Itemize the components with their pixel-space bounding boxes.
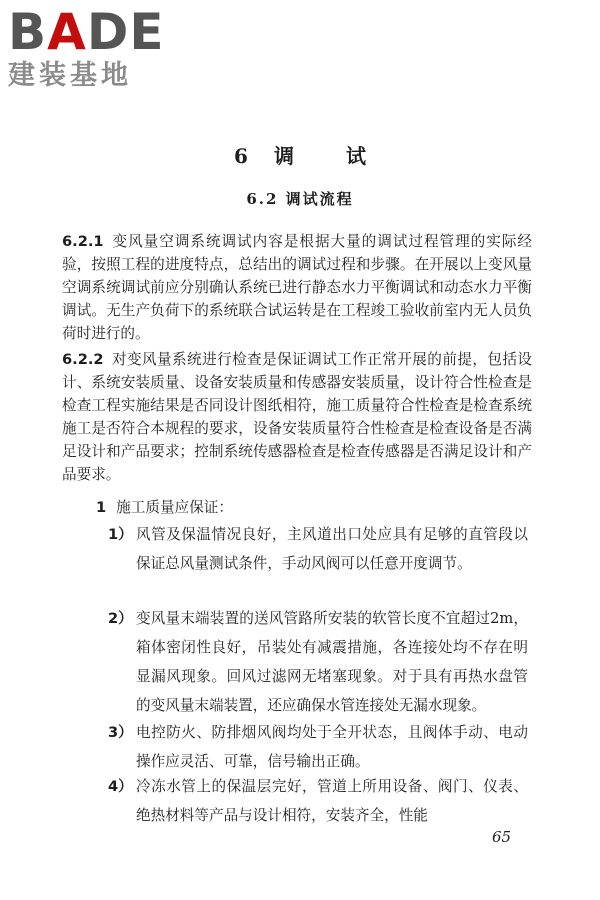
item-text: 冷冻水管上的保温层完好，管道上所用设备、阀门、仪表、绝热材料等产品与设计相符，安装齐全，性能 xyxy=(136,778,528,824)
page-number: 65 xyxy=(492,828,512,846)
clause-6-2-2 xyxy=(62,348,532,486)
clause-number: 6.2.1 xyxy=(62,233,104,250)
item-marker: 4） xyxy=(108,778,133,795)
list-item-2 xyxy=(108,604,528,720)
clause-text: 变风量空调系统调试内容是根据大量的调试过程管理的实际经验，按照工程的进度特点，总结出的调试过程和步骤。在开展以上变风量空调系统调试前应分别确认系统已进行静态水力平衡调试和动态水力平衡调试。无生产负荷下的系统联合试运转是在工程竣工验收前室内无人员负荷时进行的。 xyxy=(62,233,532,342)
chapter-title-part2: 试 xyxy=(345,144,366,168)
list-item-4 xyxy=(108,772,528,830)
chapter-title-part1: 调 xyxy=(273,144,294,168)
item-text: 电控防火、防排烟风阀均处于全开状态，且阀体手动、电动操作应灵活、可靠，信号输出正确。 xyxy=(136,724,528,770)
chapter-number: 6 xyxy=(234,144,248,168)
list-item-3 xyxy=(108,718,528,776)
bade-logo xyxy=(8,3,178,92)
subsection-text: 施工质量应保证： xyxy=(116,499,233,516)
logo-accent-letter: A xyxy=(47,3,87,61)
item-text: 风管及保温情况良好，主风道出口处应具有足够的直管段以保证总风量测试条件，手动风阀可以任意开度调节。 xyxy=(136,526,528,572)
logo-wordmark: BADE xyxy=(8,3,165,61)
list-item-1 xyxy=(108,520,528,578)
clause-text: 对变风量系统进行检查是保证调试工作正常开展的前提，包括设计、系统安装质量、设备安装质量和传感器安装质量，设计符合性检查是检查工程实施结果是否同设计图纸相符，施工质量符合性检查是检查系统施工是否符合本规程的要求，设备安装质量符合性检查是检查设备是否满足设计和产品要求；控制系统传感器检查是检查传感器是否满足设计和产品要求。 xyxy=(62,351,532,483)
subsection-1 xyxy=(96,496,233,519)
item-marker: 2） xyxy=(108,610,133,627)
subsection-number: 1 xyxy=(96,499,107,516)
clause-number: 6.2.2 xyxy=(62,351,104,368)
chapter-heading xyxy=(0,140,600,169)
clause-6-2-1 xyxy=(62,230,532,345)
item-marker: 3） xyxy=(108,724,133,741)
section-heading: 6.2 调试流程 xyxy=(246,190,354,208)
item-marker: 1） xyxy=(108,526,133,543)
logo-subtitle: 建装基地 xyxy=(8,60,132,91)
item-text: 变风量末端装置的送风管路所安装的软管长度不宜超过2m，箱体密闭性良好，吊装处有减震措施，各连接处均不存在明显漏风现象。回风过滤网无堵塞现象。对于具有再热水盘管的变风量末端装置，还应确保水管连接处无漏水现象。 xyxy=(136,610,528,714)
